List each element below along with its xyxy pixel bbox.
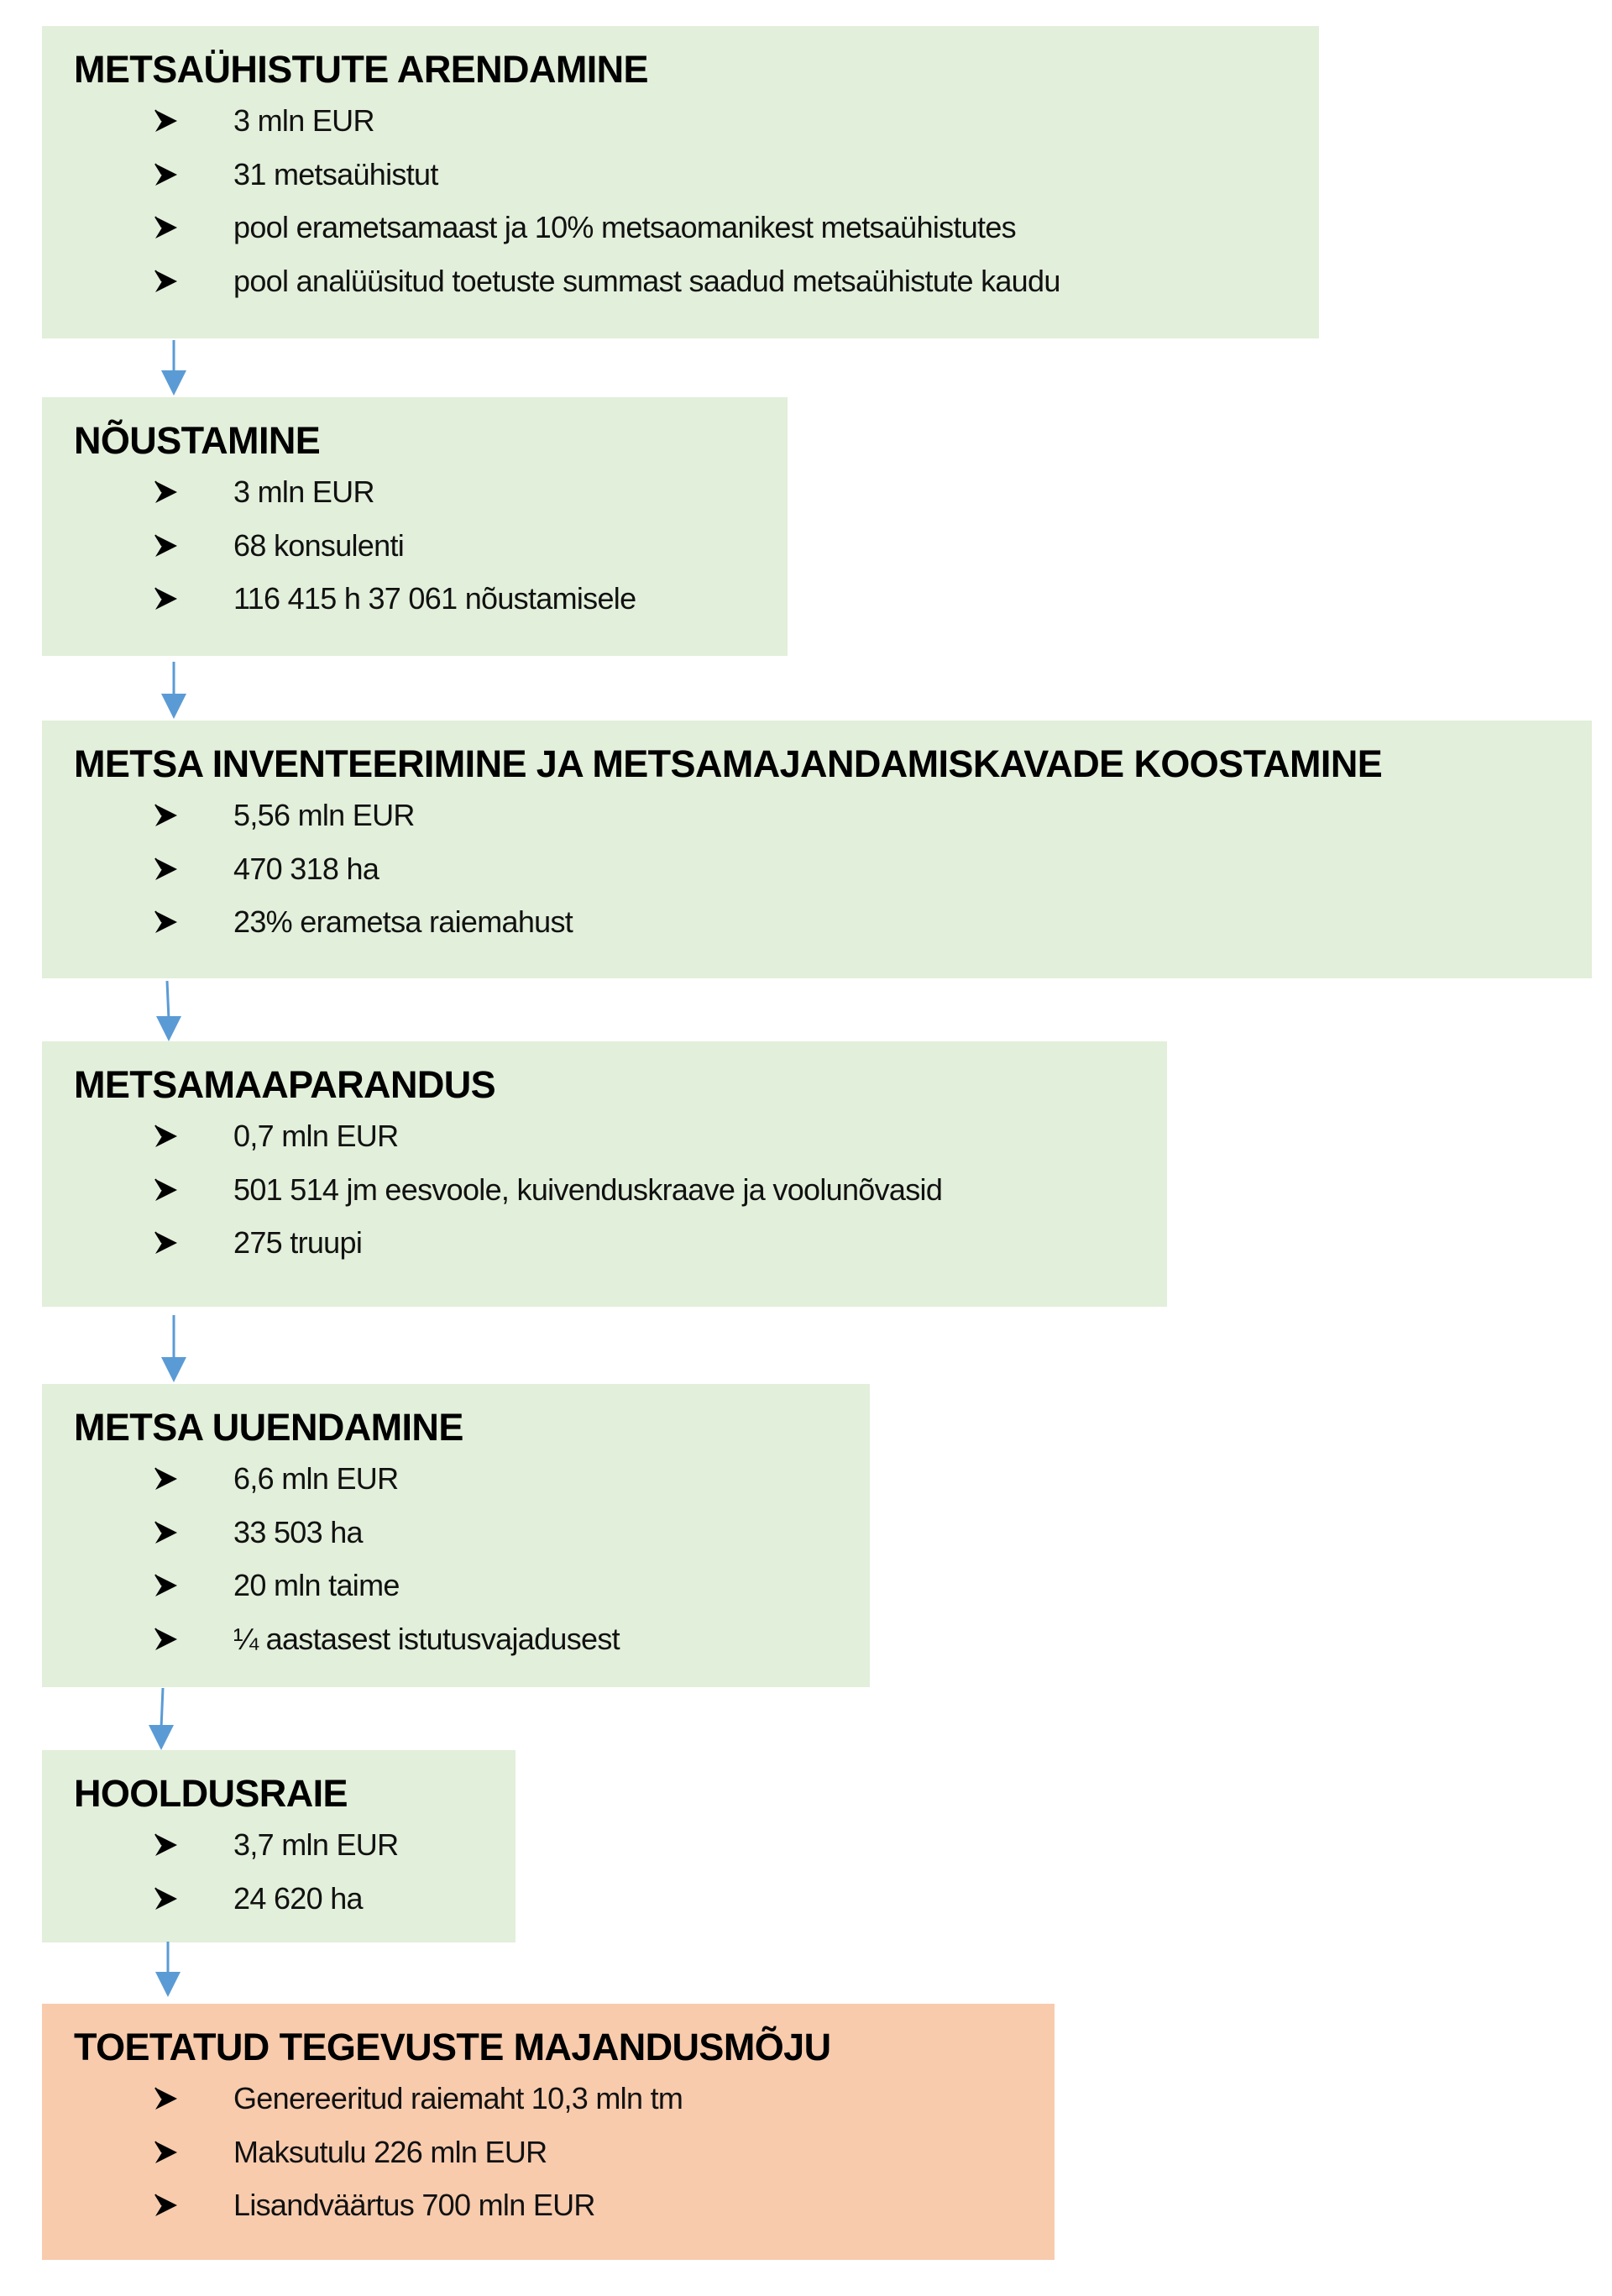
item-text: 20 mln taime bbox=[233, 1568, 400, 1602]
step-box-land-improvement bbox=[42, 1041, 1167, 1307]
item-text: pool analüüsitud toetuste summast saadud metsaühistute kaudu bbox=[233, 263, 1060, 298]
arrowhead-bullet-icon bbox=[154, 2086, 179, 2111]
item-text: 23% erametsa raiemahust bbox=[233, 904, 573, 939]
arrowhead-bullet-icon bbox=[154, 586, 179, 611]
flow-arrow-icon bbox=[154, 981, 184, 1043]
step-title: NÕUSTAMINE bbox=[74, 419, 321, 462]
arrowhead-bullet-icon bbox=[154, 857, 179, 882]
flow-arrow-icon bbox=[147, 1688, 175, 1752]
step-title: METSA INVENTEERIMINE JA METSAMAJANDAMISKAVADE KOOSTAMINE bbox=[74, 742, 1383, 785]
step-box-advising bbox=[42, 397, 788, 656]
step-title: HOOLDUSRAIE bbox=[74, 1772, 348, 1815]
step-title: TOETATUD TEGEVUSTE MAJANDUSMÕJU bbox=[74, 2026, 831, 2068]
step-box-forest-associations bbox=[42, 26, 1319, 338]
arrowhead-bullet-icon bbox=[154, 1832, 179, 1858]
impact-box-economic-effect bbox=[42, 2004, 1055, 2260]
arrowhead-bullet-icon bbox=[154, 1886, 179, 1911]
step-title: METSAÜHISTUTE ARENDAMINE bbox=[74, 48, 648, 91]
step-box-forest-inventory bbox=[42, 721, 1592, 978]
step-title: METSAMAAPARANDUS bbox=[74, 1063, 496, 1106]
arrowhead-bullet-icon bbox=[154, 108, 179, 134]
item-text: Maksutulu 226 mln EUR bbox=[233, 2134, 547, 2169]
item-text: 5,56 mln EUR bbox=[233, 798, 415, 832]
item-text: 24 620 ha bbox=[233, 1880, 363, 1916]
step-box-thinning bbox=[42, 1750, 516, 1942]
item-text: 68 konsulenti bbox=[233, 527, 405, 563]
item-text: 3 mln EUR bbox=[233, 474, 374, 509]
arrowhead-bullet-icon bbox=[154, 909, 179, 935]
arrowhead-bullet-icon bbox=[154, 533, 179, 558]
arrowhead-bullet-icon bbox=[154, 1520, 179, 1545]
item-text: 0,7 mln EUR bbox=[233, 1119, 399, 1153]
arrowhead-bullet-icon bbox=[154, 1230, 179, 1255]
arrowhead-bullet-icon bbox=[154, 1124, 179, 1149]
item-text: ¼ aastasest istutusvajadusest bbox=[233, 1621, 620, 1656]
item-text: 33 503 ha bbox=[233, 1514, 363, 1549]
arrowhead-bullet-icon bbox=[154, 480, 179, 505]
item-text: pool erametsamaast ja 10% metsaomanikest metsaühistutes bbox=[233, 210, 1016, 244]
item-text: 31 metsaühistut bbox=[233, 156, 438, 191]
flow-arrow-icon bbox=[160, 662, 188, 721]
step-box-forest-renewal bbox=[42, 1384, 870, 1687]
item-text: Genereeritud raiemaht 10,3 mln tm bbox=[233, 2081, 683, 2115]
arrowhead-bullet-icon bbox=[154, 2193, 179, 2218]
item-text: 6,6 mln EUR bbox=[233, 1461, 399, 1496]
arrowhead-bullet-icon bbox=[154, 2140, 179, 2165]
step-title: METSA UUENDAMINE bbox=[74, 1406, 463, 1449]
arrowhead-bullet-icon bbox=[154, 1177, 179, 1203]
flow-arrow-icon bbox=[160, 340, 188, 397]
arrowhead-bullet-icon bbox=[154, 1573, 179, 1598]
flow-arrow-icon bbox=[154, 1942, 182, 1999]
item-text: Lisandväärtus 700 mln EUR bbox=[233, 2188, 595, 2222]
item-text: 470 318 ha bbox=[233, 851, 379, 886]
arrowhead-bullet-icon bbox=[154, 215, 179, 240]
item-text: 3 mln EUR bbox=[233, 103, 374, 138]
arrowhead-bullet-icon bbox=[154, 269, 179, 294]
item-text: 116 415 h 37 061 nõustamisele bbox=[233, 581, 636, 616]
item-text: 3,7 mln EUR bbox=[233, 1827, 399, 1862]
arrowhead-bullet-icon bbox=[154, 803, 179, 828]
item-text: 275 truupi bbox=[233, 1225, 363, 1260]
arrowhead-bullet-icon bbox=[154, 1466, 179, 1491]
arrowhead-bullet-icon bbox=[154, 162, 179, 187]
arrowhead-bullet-icon bbox=[154, 1627, 179, 1652]
flow-arrow-icon bbox=[160, 1315, 188, 1384]
item-text: 501 514 jm eesvoole, kuivenduskraave ja voolunõvasid bbox=[233, 1172, 943, 1207]
